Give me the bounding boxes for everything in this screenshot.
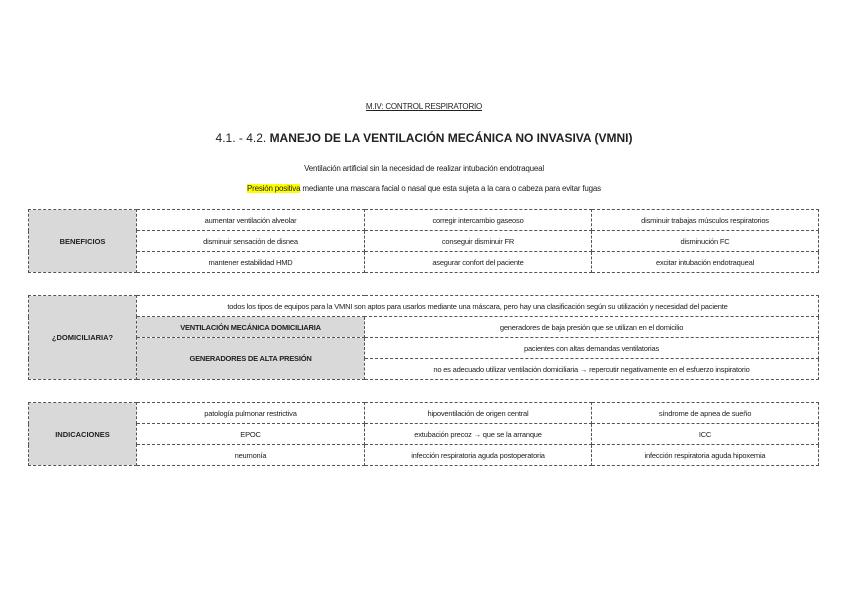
indications-table [28, 402, 819, 466]
table-cell: extubación precoz → que se la arranque [365, 424, 592, 445]
page-title [0, 131, 848, 145]
table-cell: síndrome de apnea de sueño [592, 403, 819, 424]
table-cell: aumentar ventilación alveolar [137, 210, 365, 231]
benefits-table [28, 209, 819, 273]
table-cell: neumonía [137, 445, 365, 466]
table-cell: disminución FC [592, 231, 819, 252]
table-cell: infección respiratoria aguda hipoxemia [592, 445, 819, 466]
home-intro: todos los tipos de equipos para la VMNI son aptos para usarlos mediante una máscara, pero hay una clasificación según su utilización y necesidad del paciente [137, 296, 819, 317]
module-heading: M.IV: CONTROL RESPIRATORIO [365, 102, 483, 111]
table-row [29, 231, 819, 252]
home-label: ¿DOMICILIARIA? [29, 296, 137, 380]
high-pressure-text-2: no es adecuado utilizar ventilación domiciliaria → repercutir negativamente en el esfuerzo inspiratorio [365, 359, 819, 380]
table-row [29, 338, 819, 359]
home-ventilation-text: generadores de baja presión que se utilizan en el domicilio [365, 317, 819, 338]
high-pressure-label: GENERADORES DE ALTA PRESIÓN [137, 338, 365, 380]
table-cell: patología pulmonar restrictiva [137, 403, 365, 424]
title-text: MANEJO DE LA VENTILACIÓN MECÁNICA NO INVASIVA (VMNI) [269, 131, 633, 145]
table-row [29, 424, 819, 445]
table-cell: disminuir sensación de disnea [137, 231, 365, 252]
benefits-label: BENEFICIOS [29, 210, 137, 273]
positive-pressure-text: mediante una mascara facial o nasal que esta sujeta a la cara o cabeza para evitar fugas [302, 184, 601, 193]
title-number: 4.1. - 4.2. [215, 131, 267, 145]
definition-text: Ventilación artificial sin la necesidad de realizar intubación endotraqueal [304, 164, 544, 173]
high-pressure-text-1: pacientes con altas demandas ventilatorias [365, 338, 819, 359]
table-row [29, 403, 819, 424]
table-cell: disminuir trabajas músculos respiratorios [592, 210, 819, 231]
home-ventilation-table [28, 295, 819, 380]
indications-label: INDICACIONES [29, 403, 137, 466]
table-cell: infección respiratoria aguda postoperatoria [365, 445, 592, 466]
table-cell: hipoventilación de origen central [365, 403, 592, 424]
table-row [29, 296, 819, 317]
table-cell: excitar intubación endotraqueal [592, 252, 819, 273]
home-ventilation-label: VENTILACIÓN MECÁNICA DOMICILIARIA [137, 317, 365, 338]
table-cell: EPOC [137, 424, 365, 445]
table-cell: conseguir disminuir FR [365, 231, 592, 252]
table-cell: mantener estabilidad HMD [137, 252, 365, 273]
positive-pressure-line [0, 184, 848, 193]
table-cell: ICC [592, 424, 819, 445]
table-row [29, 445, 819, 466]
table-row [29, 210, 819, 231]
table-row [29, 317, 819, 338]
table-cell: corregir intercambio gaseoso [365, 210, 592, 231]
positive-pressure-highlight: Presión positiva [247, 184, 301, 193]
table-row [29, 252, 819, 273]
table-cell: asegurar confort del paciente [365, 252, 592, 273]
